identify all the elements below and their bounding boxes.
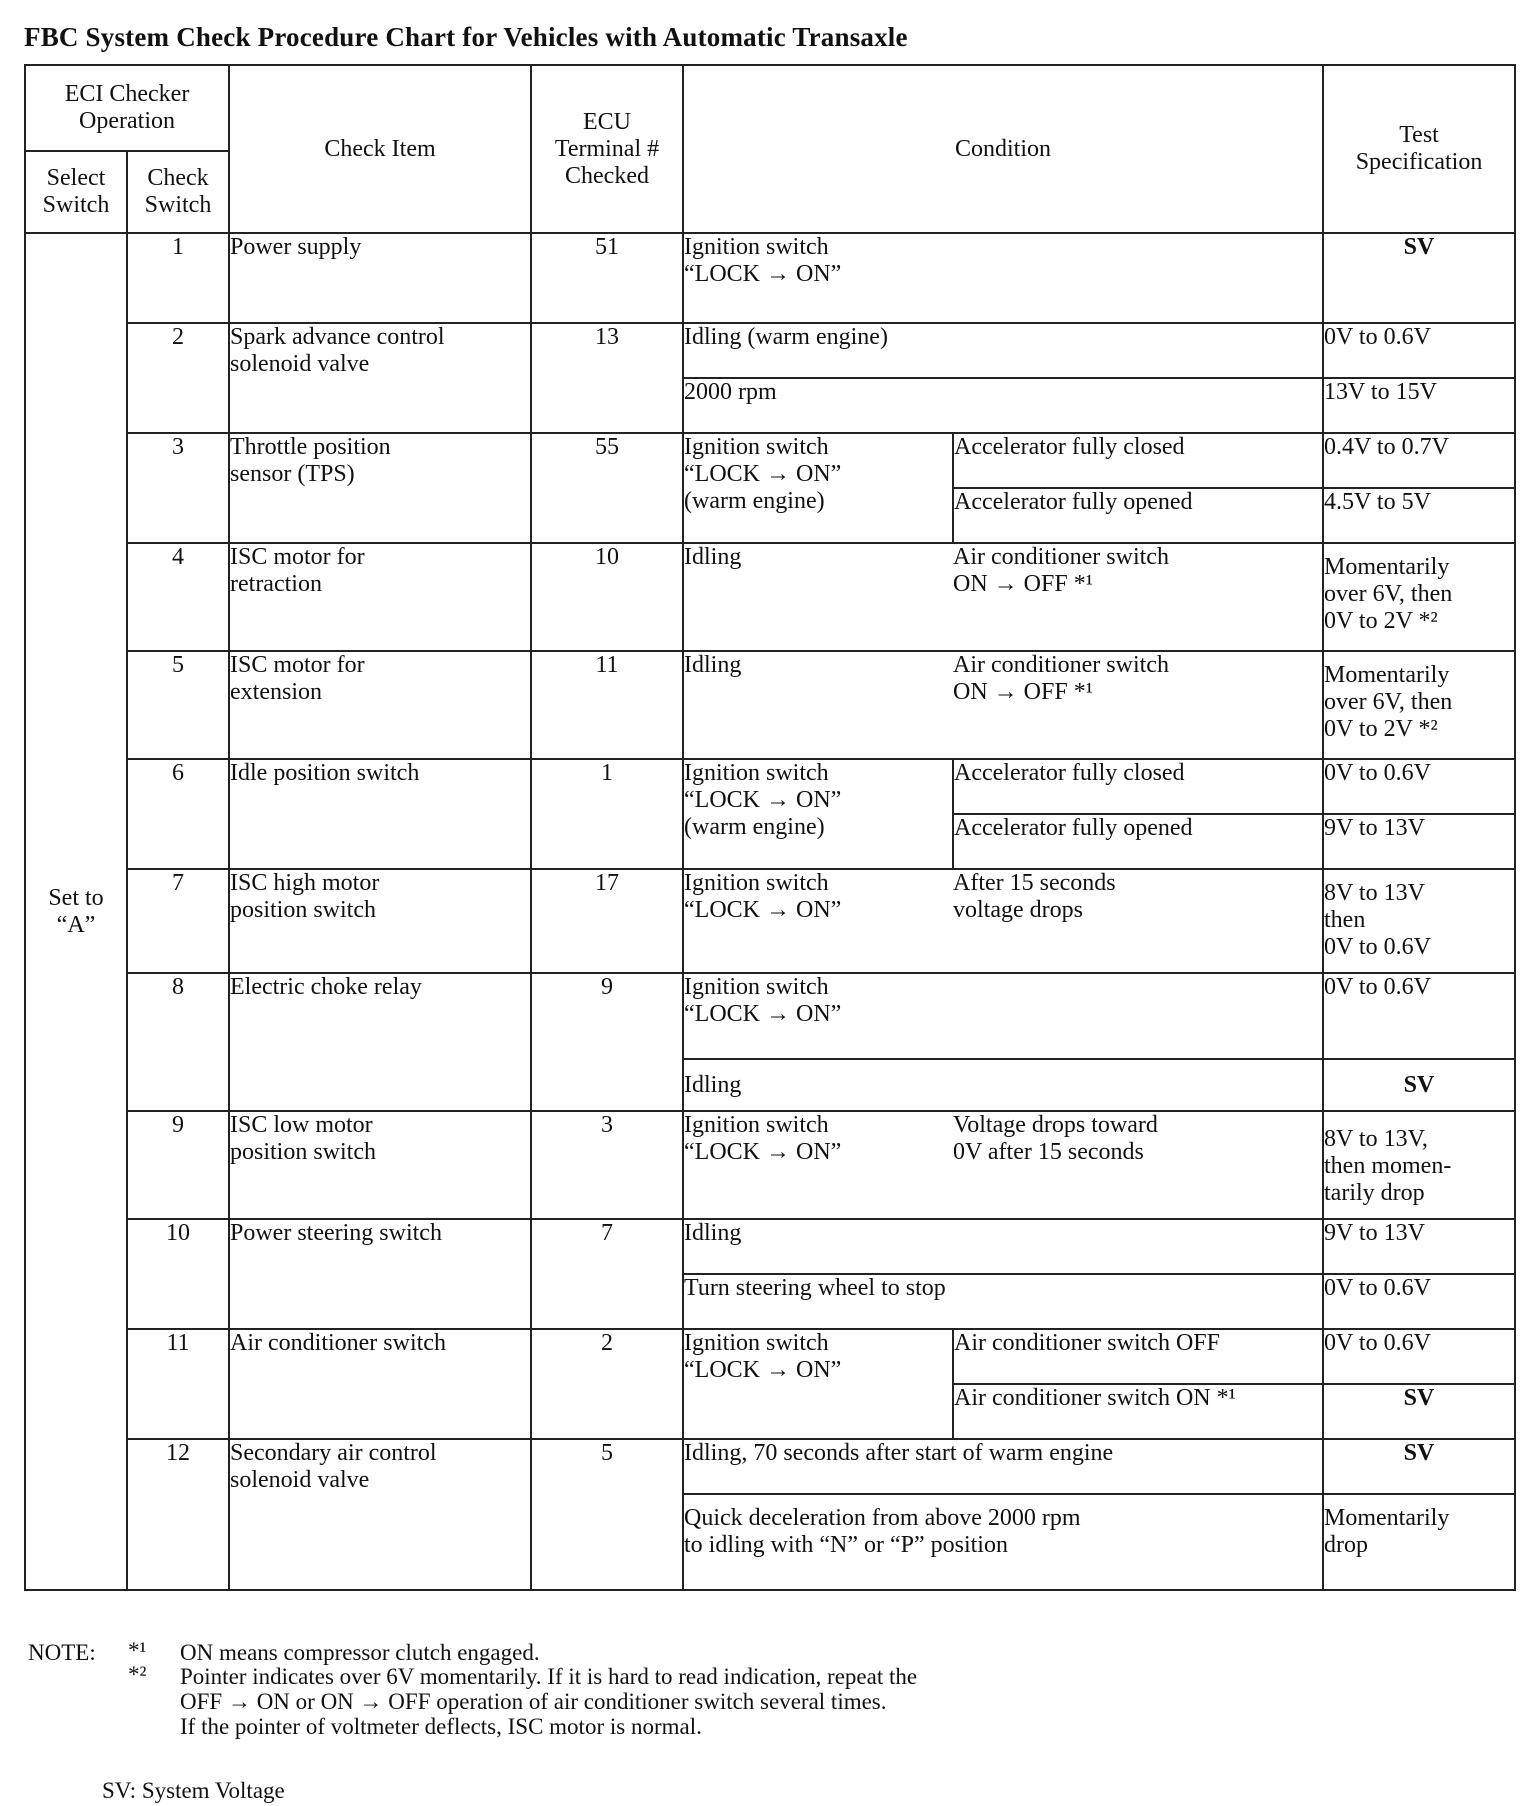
table-row (25, 433, 1515, 488)
table-row (25, 1439, 1515, 1494)
table-row (25, 233, 1515, 323)
test-spec: 9V to 13V (1323, 1219, 1515, 1274)
check-switch-num: 5 (127, 651, 229, 759)
table-row (25, 323, 1515, 378)
ecu-terminal: 3 (531, 1111, 683, 1219)
footnote-mark-2: *² (128, 1662, 147, 1687)
condition-detail: Air conditioner switch OFF (953, 1329, 1323, 1384)
test-spec: SV (1323, 1059, 1515, 1111)
check-switch-num: 3 (127, 433, 229, 543)
test-spec: Momentarily over 6V, then 0V to 2V *² (1323, 543, 1515, 651)
condition: Ignition switch “LOCK → ON” (683, 1111, 953, 1219)
check-switch-num: 9 (127, 1111, 229, 1219)
check-switch-num: 1 (127, 233, 229, 323)
condition: Ignition switch “LOCK → ON” (683, 869, 953, 973)
ecu-terminal: 9 (531, 973, 683, 1111)
test-spec: 8V to 13V, then momen- tarily drop (1323, 1111, 1515, 1219)
check-item: Idle position switch (229, 759, 531, 869)
condition: Quick deceleration from above 2000 rpm to idling with “N” or “P” position (683, 1494, 1323, 1590)
condition-detail: Accelerator fully closed (953, 433, 1323, 488)
check-item: ISC low motor position switch (229, 1111, 531, 1219)
check-switch-num: 7 (127, 869, 229, 973)
condition: Idling (683, 1059, 1323, 1111)
footnote-text-1: ON means compressor clutch engaged. (180, 1640, 540, 1665)
condition: 2000 rpm (683, 378, 1323, 433)
check-procedure-table (24, 64, 1516, 1591)
check-item: Secondary air control solenoid valve (229, 1439, 531, 1590)
test-spec: 13V to 15V (1323, 378, 1515, 433)
check-item: Throttle position sensor (TPS) (229, 433, 531, 543)
ecu-terminal: 55 (531, 433, 683, 543)
check-switch-num: 6 (127, 759, 229, 869)
check-switch-num: 11 (127, 1329, 229, 1439)
table-row (25, 973, 1515, 1059)
condition: Ignition switch “LOCK → ON” (683, 1329, 953, 1439)
test-spec: 0V to 0.6V (1323, 973, 1515, 1059)
test-spec: Momentarily over 6V, then 0V to 2V *² (1323, 651, 1515, 759)
check-item: Air conditioner switch (229, 1329, 531, 1439)
condition-detail: After 15 seconds voltage drops (953, 869, 1323, 973)
sv-legend: SV: System Voltage (102, 1778, 285, 1803)
table-row (25, 869, 1515, 973)
select-switch-value: Set to “A” (25, 233, 127, 1590)
note-label: NOTE: (28, 1640, 96, 1665)
check-switch-num: 2 (127, 323, 229, 433)
check-item: Electric choke relay (229, 973, 531, 1111)
header-select-switch: Select Switch (25, 151, 127, 233)
header-condition: Condition (683, 65, 1323, 233)
table-row (25, 1329, 1515, 1384)
ecu-terminal: 7 (531, 1219, 683, 1329)
check-switch-num: 10 (127, 1219, 229, 1329)
condition-detail: Voltage drops toward 0V after 15 seconds (953, 1111, 1323, 1219)
test-spec: 0.4V to 0.7V (1323, 433, 1515, 488)
table-row (25, 651, 1515, 759)
test-spec: SV (1323, 1439, 1515, 1494)
test-spec: 4.5V to 5V (1323, 488, 1515, 543)
ecu-terminal: 5 (531, 1439, 683, 1590)
check-switch-num: 4 (127, 543, 229, 651)
condition: Ignition switch “LOCK → ON” (warm engine) (683, 759, 953, 869)
test-spec: 0V to 0.6V (1323, 759, 1515, 814)
ecu-terminal: 51 (531, 233, 683, 323)
check-switch-num: 12 (127, 1439, 229, 1590)
test-spec: 9V to 13V (1323, 814, 1515, 869)
table-row (25, 1219, 1515, 1274)
ecu-terminal: 2 (531, 1329, 683, 1439)
condition-detail: Air conditioner switch ON → OFF *¹ (953, 543, 1323, 651)
header-check-item: Check Item (229, 65, 531, 233)
condition: Turn steering wheel to stop (683, 1274, 1323, 1329)
check-item: ISC high motor position switch (229, 869, 531, 973)
header-ecu-terminal: ECU Terminal # Checked (531, 65, 683, 233)
header-eci-operation: ECI Checker Operation (25, 65, 229, 151)
header-check-switch: Check Switch (127, 151, 229, 233)
ecu-terminal: 13 (531, 323, 683, 433)
check-item: Power steering switch (229, 1219, 531, 1329)
ecu-terminal: 1 (531, 759, 683, 869)
check-item: ISC motor for extension (229, 651, 531, 759)
table-row (25, 543, 1515, 651)
check-switch-num: 8 (127, 973, 229, 1111)
test-spec: 0V to 0.6V (1323, 1329, 1515, 1384)
test-spec: Momentarily drop (1323, 1494, 1515, 1590)
check-item: ISC motor for retraction (229, 543, 531, 651)
check-item: Spark advance control solenoid valve (229, 323, 531, 433)
check-item: Power supply (229, 233, 531, 323)
condition-detail: Accelerator fully opened (953, 488, 1323, 543)
condition-detail: Air conditioner switch ON → OFF *¹ (953, 651, 1323, 759)
condition: Ignition switch “LOCK → ON” (683, 973, 1323, 1059)
test-spec: 0V to 0.6V (1323, 1274, 1515, 1329)
footnote-text-2: Pointer indicates over 6V momentarily. If it is hard to read indication, repeat the OFF → ON or ON → OFF operation of air conditioner switch several times. If the pointer of voltmeter deflects, ISC motor is normal. (180, 1664, 918, 1739)
condition: Idling (683, 543, 953, 651)
condition: Idling, 70 seconds after start of warm engine (683, 1439, 1323, 1494)
ecu-terminal: 11 (531, 651, 683, 759)
test-spec: SV (1323, 233, 1515, 323)
condition-detail: Accelerator fully opened (953, 814, 1323, 869)
condition: Ignition switch “LOCK → ON” (warm engine) (683, 433, 953, 543)
ecu-terminal: 17 (531, 869, 683, 973)
condition: Idling (683, 1219, 1323, 1274)
table-row (25, 1111, 1515, 1219)
header-test-spec: Test Specification (1323, 65, 1515, 233)
test-spec: SV (1323, 1384, 1515, 1439)
condition: Idling (683, 651, 953, 759)
table-row (25, 759, 1515, 814)
condition: Idling (warm engine) (683, 323, 1323, 378)
footnote-mark-1: *¹ (128, 1638, 147, 1663)
ecu-terminal: 10 (531, 543, 683, 651)
page-title: FBC System Check Procedure Chart for Vehicles with Automatic Transaxle (24, 22, 908, 52)
condition: Ignition switch “LOCK → ON” (683, 233, 1323, 323)
condition-detail: Air conditioner switch ON *¹ (953, 1384, 1323, 1439)
test-spec: 8V to 13V then 0V to 0.6V (1323, 869, 1515, 973)
condition-detail: Accelerator fully closed (953, 759, 1323, 814)
test-spec: 0V to 0.6V (1323, 323, 1515, 378)
